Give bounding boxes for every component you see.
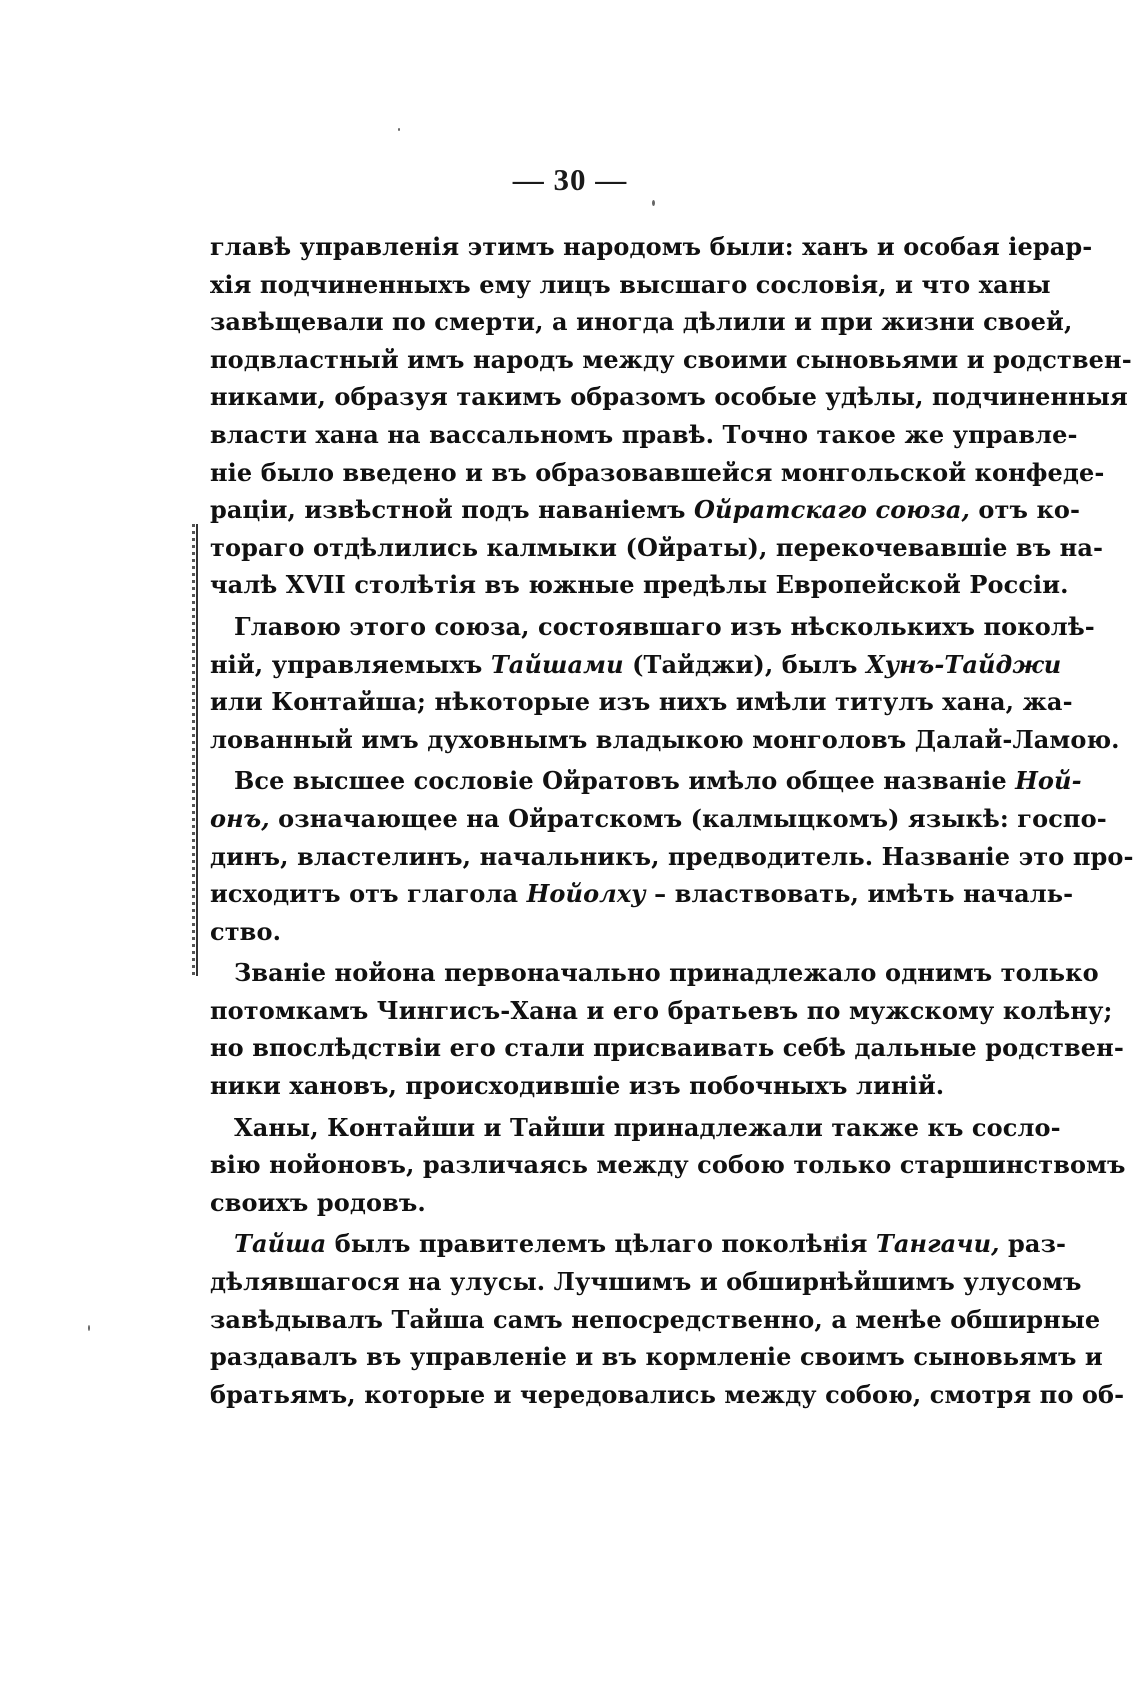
text-line: тораго отдѣлились калмыки (Ойраты), перекочевавшіе въ на- <box>210 532 1104 562</box>
text-line: ство. <box>210 916 282 946</box>
text-segment: раціи, извѣстной подъ наваніемъ <box>210 495 695 525</box>
italic-term: Ойратскаго союза, <box>694 495 970 525</box>
text-segment: ній, управляемыхъ <box>210 649 491 679</box>
text-line: подвластный имъ народъ между своими сыновьями и родствен- <box>210 344 1132 374</box>
page-number: — 30 — <box>512 162 628 197</box>
italic-term: Ной- <box>1015 766 1082 796</box>
text-line: ники хановъ, происходившіе изъ побочныхъ линій. <box>210 1071 945 1101</box>
text-line: главѣ управленія этимъ народомъ были: ханъ и особая іерар- <box>210 232 1093 261</box>
text-line: Ханы, Контайши и Тайши принадлежали также къ сосло- <box>234 1112 1061 1142</box>
italic-term: Нойолху <box>526 879 646 909</box>
text-line: или Контайша; нѣкоторые изъ нихъ имѣли титулъ хана, жа- <box>210 687 1073 717</box>
text-line: динъ, властелинъ, начальникъ, предводитель. Названіе это про- <box>210 841 1134 871</box>
text-line: чалѣ XVII столѣтія въ южные предѣлы Европейской Россіи. <box>210 570 1069 600</box>
text-line: Званіе нойона первоначально принадлежало однимъ только <box>234 958 1099 988</box>
text-line: Главою этого союза, состоявшаго изъ нѣсколькихъ поколѣ- <box>234 611 1095 641</box>
text-line <box>210 875 1074 913</box>
body-text <box>210 228 1134 1413</box>
text-line: никами, образуя такимъ образомъ особые удѣлы, подчиненныя <box>210 382 1128 412</box>
text-line: раздавалъ въ управленіе и въ кормленіе своимъ сыновьямъ и <box>210 1342 1103 1372</box>
ink-speck <box>398 128 400 131</box>
text-line: потомкамъ Чингисъ-Хана и его братьевъ по мужскому колѣну; <box>210 995 1113 1025</box>
text-line: дѣлявшагося на улусы. Лучшимъ и обширнѣйшимъ улусомъ <box>210 1267 1082 1297</box>
text-line: братьямъ, которые и чередовались между собою, смотря по об- <box>210 1379 1125 1409</box>
text-segment: означающее на Ойратскомъ (калмыцкомъ) языкѣ: госпо- <box>269 803 1107 833</box>
text-segment: былъ правителемъ цѣлаго поколѣнія <box>326 1229 876 1259</box>
text-line: хія подчиненныхъ ему лицъ высшаго сословія, и что ханы <box>210 269 1051 299</box>
text-line: лованный имъ духовнымъ владыкою монголовъ Далай-Ламою. <box>210 724 1120 754</box>
text-line: ніе было введено и въ образовавшейся монгольской конфеде- <box>210 457 1105 487</box>
text-line <box>210 800 1107 838</box>
text-segment: Все высшее сословіе Ойратовъ имѣло общее названіе <box>234 766 1016 796</box>
ink-speck <box>88 1325 90 1331</box>
text-segment: отъ ко- <box>969 495 1081 525</box>
text-line <box>210 762 1082 800</box>
italic-term: онъ, <box>210 803 270 833</box>
text-segment: – властвовать, имѣть началь- <box>645 879 1074 909</box>
italic-term: Хунъ-Тайджи <box>866 649 1062 679</box>
italic-term: Тангачи, <box>875 1229 1000 1259</box>
text-line: но впослѣдствіи его стали присваивать себѣ дальные родствен- <box>210 1033 1124 1063</box>
text-line: своихъ родовъ. <box>210 1187 426 1217</box>
text-line <box>210 1225 1067 1263</box>
text-segment: исходитъ отъ глагола <box>210 879 527 909</box>
text-line: завѣщевали по смерти, а иногда дѣлили и при жизни своей, <box>210 307 1073 337</box>
text-line: завѣдывалъ Тайша самъ непосредственно, а менѣе обширные <box>210 1304 1101 1334</box>
italic-term: Тайша <box>234 1229 327 1259</box>
italic-term: Тайшами <box>490 649 624 679</box>
text-line: вію нойоновъ, различаясь между собою только старшинствомъ <box>210 1150 1126 1180</box>
ink-speck <box>652 200 655 206</box>
text-line <box>210 491 1081 529</box>
text-segment: (Тайджи), былъ <box>623 649 866 679</box>
margin-marking <box>196 524 198 976</box>
text-line: власти хана на вассальномъ правѣ. Точно такое же управле- <box>210 419 1078 449</box>
text-line <box>210 646 1062 684</box>
text-segment: раз- <box>999 1229 1067 1259</box>
